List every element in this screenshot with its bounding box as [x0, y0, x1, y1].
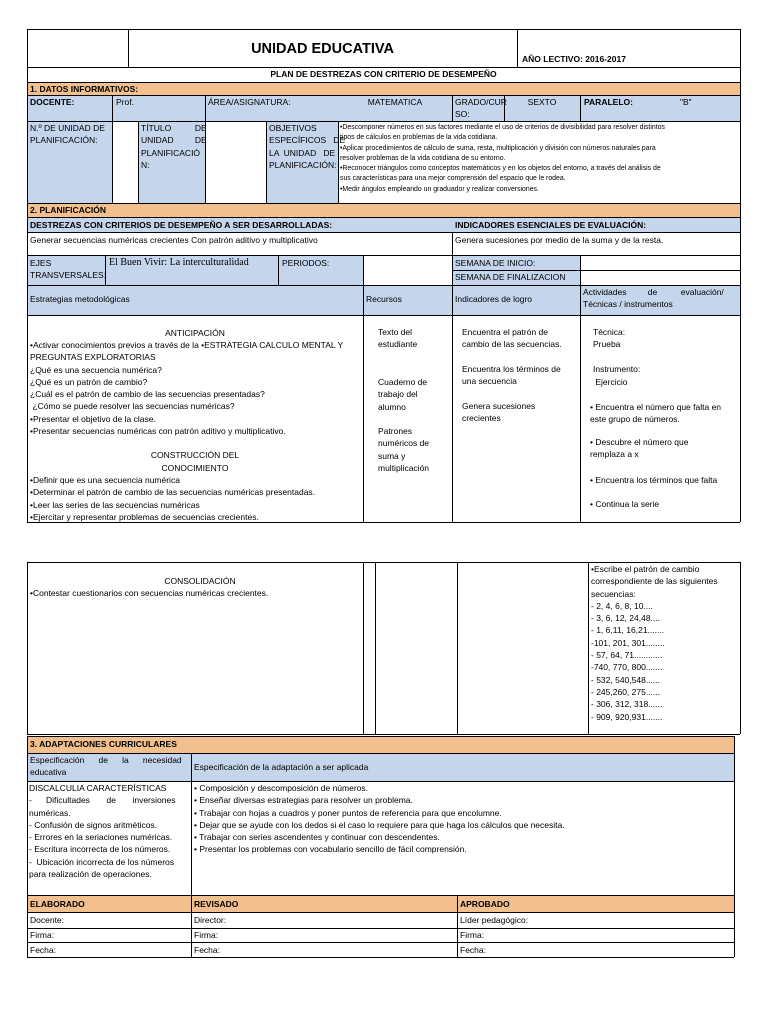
col-estrategias: Estrategias metodológicas — [30, 294, 130, 304]
grado-label-1: GRADO/CUR — [455, 97, 507, 107]
tecnica-label: Técnica: — [593, 327, 626, 337]
indicador-text: Genera sucesiones por medio de la suma y de la resta. — [455, 235, 664, 245]
anticipacion-list: •Activar conocimientos previos a través de la •ESTRATEGIA CALCULO MENTAL Y PREGUNTAS EXPLORATORIAS ¿Qué es una secuencia numérica? ¿Qué es un patrón de cambio? ¿Cuál es el patrón de cambio de las secuencias presentadas? ¿Cómo se puede resolver las secuencias numéricas? •Presentar el objetivo de la clase. •Presentar secuencias numéricas con patrón aditivo y multiplicativo. — [30, 340, 344, 437]
section2-heading: 2. PLANIFICACIÓN — [30, 205, 107, 215]
firma-aprobado: Firma: — [460, 930, 485, 940]
logro-2: Encuentra los términos de una secuencia — [462, 364, 561, 387]
firma-elaborado: Firma: — [30, 930, 55, 940]
adaptaciones-list: • Composición y descomposición de números. • Enseñar diversas estrategias para resolver un problema. • Trabajar con hojas a cuadros y poner puntos de referencia para que encolumne. • Dejar que se ayude con los dedos si el caso lo requiere para que haga los cálculos que necesita. • Trabajar con series ascendentes y continuar con descendentes. • Presentar los problemas con vocabulario sencillo de fácil comprensión. — [194, 783, 565, 855]
firma-revisado: Firma: — [194, 930, 219, 940]
destrezas-header: DESTREZAS CON CRITERIOS DE DESEMPEÑO A SER DESARROLLADAS: — [30, 220, 333, 230]
consolidacion-text: •Contestar cuestionarios con secuencias numéricas crecientes. — [30, 588, 269, 598]
signatures-heading-bg — [27, 895, 734, 912]
construccion-title-2: CONOCIMIENTO — [161, 463, 229, 473]
elaborado-heading: ELABORADO — [30, 899, 85, 909]
objetivos-label: OBJETIVOS ESPECÍFICOS DE LA UNIDAD DE PLANIFICACIÓN: — [269, 123, 346, 170]
area-label: ÁREA/ASIGNATURA: — [208, 97, 291, 107]
area-value: MATEMATICA — [367, 97, 423, 107]
grado-value: SEXTO — [527, 97, 557, 107]
fecha-elaborado: Fecha: — [30, 945, 56, 955]
consolidacion-title: CONSOLIDACIÓN — [164, 576, 236, 586]
recursos-texto: Texto del estudiante — [378, 327, 418, 350]
eval-1: • Encuentra el número que falta en este grupo de números. — [590, 402, 722, 425]
plan-title: PLAN DE DESTREZAS CON CRITERIO DE DESEMPEÑO — [270, 69, 497, 79]
col-adaptacion: Especificación de la adaptación a ser aplicada — [194, 762, 369, 772]
unidad-label: N.º DE UNIDAD DE PLANIFICACIÓN: — [30, 123, 105, 146]
eval-3: • Encuentra los términos que falta — [590, 475, 718, 485]
consolidacion-eval: •Escribe el patrón de cambio correspondiente de las siguientes secuencias: - 2, 4, 6, 8, 10.... - 3, 6, 12, 24,48.... - 1, 6,11, 16,21....... -101, 201, 301........ - 57, 64, 71............ -740, 770, 800....... - 532, 540,548...... - 245,260, 275...... - 306, 312, 318...... - 909, 920,931....... — [591, 564, 718, 722]
titulo-label: TÍTULO DE UNIDAD DE PLANIFICACIÓ N: — [141, 123, 207, 170]
recursos-cuaderno: Cuaderno de trabajo del alumno — [378, 377, 428, 412]
school-year: AÑO LECTIVO: 2016-2017 — [522, 54, 626, 64]
aprobado-heading: APROBADO — [460, 899, 510, 909]
eval-2: • Descubre el número que remplaza a x — [590, 437, 689, 460]
revisado-heading: REVISADO — [194, 899, 239, 909]
ejes-label: EJES TRANSVERSALES: — [30, 258, 107, 281]
paralelo-value: "B" — [680, 97, 692, 107]
destreza-text: Generar secuencias numéricas crecientes Con patrón aditivo y multiplicativo — [30, 235, 318, 245]
tecnica-value: Prueba — [593, 339, 621, 349]
indicadores-header: INDICADORES ESENCIALES DE EVALUACIÓN: — [455, 220, 647, 230]
docente-label: DOCENTE: — [30, 97, 75, 107]
semana-fin: SEMANA DE FINALIZACION — [455, 272, 566, 282]
instrumento-value: Ejercicio — [593, 377, 628, 387]
fecha-revisado: Fecha: — [194, 945, 220, 955]
recursos-patrones: Patrones numéricos de suma y multiplicación — [378, 426, 430, 473]
construccion-list: •Definir que es una secuencia numérica •Determinar el patrón de cambio de las secuencias numéricas presentadas. •Leer las series de las secuencias numéricas •Ejercitar y representar problemas de secuencias crecientes. — [30, 475, 316, 522]
necesidad-list: DISCALCULIA CARACTERÍSTICAS - Dificultades de inversiones numéricas. - Confusión de signos aritméticos. - Errores en la seriaciones numéricas. - Escritura incorrecta de los números. - Ubicación incorrecta de los números para realización de operaciones. — [29, 783, 176, 880]
logro-1: Encuentra el patrón de cambio de las secuencias. — [462, 327, 562, 350]
director-sign: Director: — [194, 915, 227, 925]
semana-inicio: SEMANA DE INICIO: — [455, 258, 536, 268]
docente-value: Prof. — [116, 97, 134, 107]
section3-heading: 3. ADAPTACIONES CURRICULARES — [30, 739, 177, 749]
eval-4: • Continua la serie — [590, 499, 660, 509]
anticipacion-title: ANTICIPACIÓN — [165, 328, 225, 338]
instrumento-label: Instrumento: — [593, 364, 641, 374]
section2-heading-bg — [27, 203, 740, 217]
ejes-value: El Buen Vivir: La interculturalidad — [109, 257, 249, 268]
col-indicadores: Indicadores de logro — [455, 294, 533, 304]
fecha-aprobado: Fecha: — [460, 945, 486, 955]
lider-sign: Líder pedagógico: — [460, 915, 529, 925]
construccion-title-1: CONSTRUCCIÓN DEL — [150, 450, 240, 460]
col-actividades: Actividades de evaluación/ Técnicas / instrumentos — [583, 287, 724, 310]
docente-sign: Docente: — [30, 915, 65, 925]
col-recursos: Recursos — [366, 294, 402, 304]
section1-heading: 1. DATOS INFORMATIVOS: — [30, 84, 139, 94]
school-title: UNIDAD EDUCATIVA — [251, 41, 394, 57]
logro-3: Genera sucesiones crecientes — [462, 401, 536, 424]
periodos-label: PERIODOS: — [282, 258, 330, 268]
col-necesidad: Especificación de la necesidad educativa — [30, 755, 182, 778]
paralelo-label: PARALELO: — [584, 97, 633, 107]
grado-label-2: SO: — [455, 109, 470, 119]
objetivos-list: •Descomponer números en sus factores mediante el uso de criterios de divisibilidad para resolver distintos tipos de cálculos en problemas de la vida cotidiana. •Aplicar procedimientos de cálculo de suma, resta, multiplicación y división con números naturales para resolver problemas de la vida cotidiana de su entorno. •Reconocer triángulos como conceptos matemáticos y en los objetos del entorno, a través del análisis de sus características para una mejor comprensión del espacio que le rodea. •Medir ángulos empleando un graduador y realizar conversiones. — [340, 124, 665, 193]
